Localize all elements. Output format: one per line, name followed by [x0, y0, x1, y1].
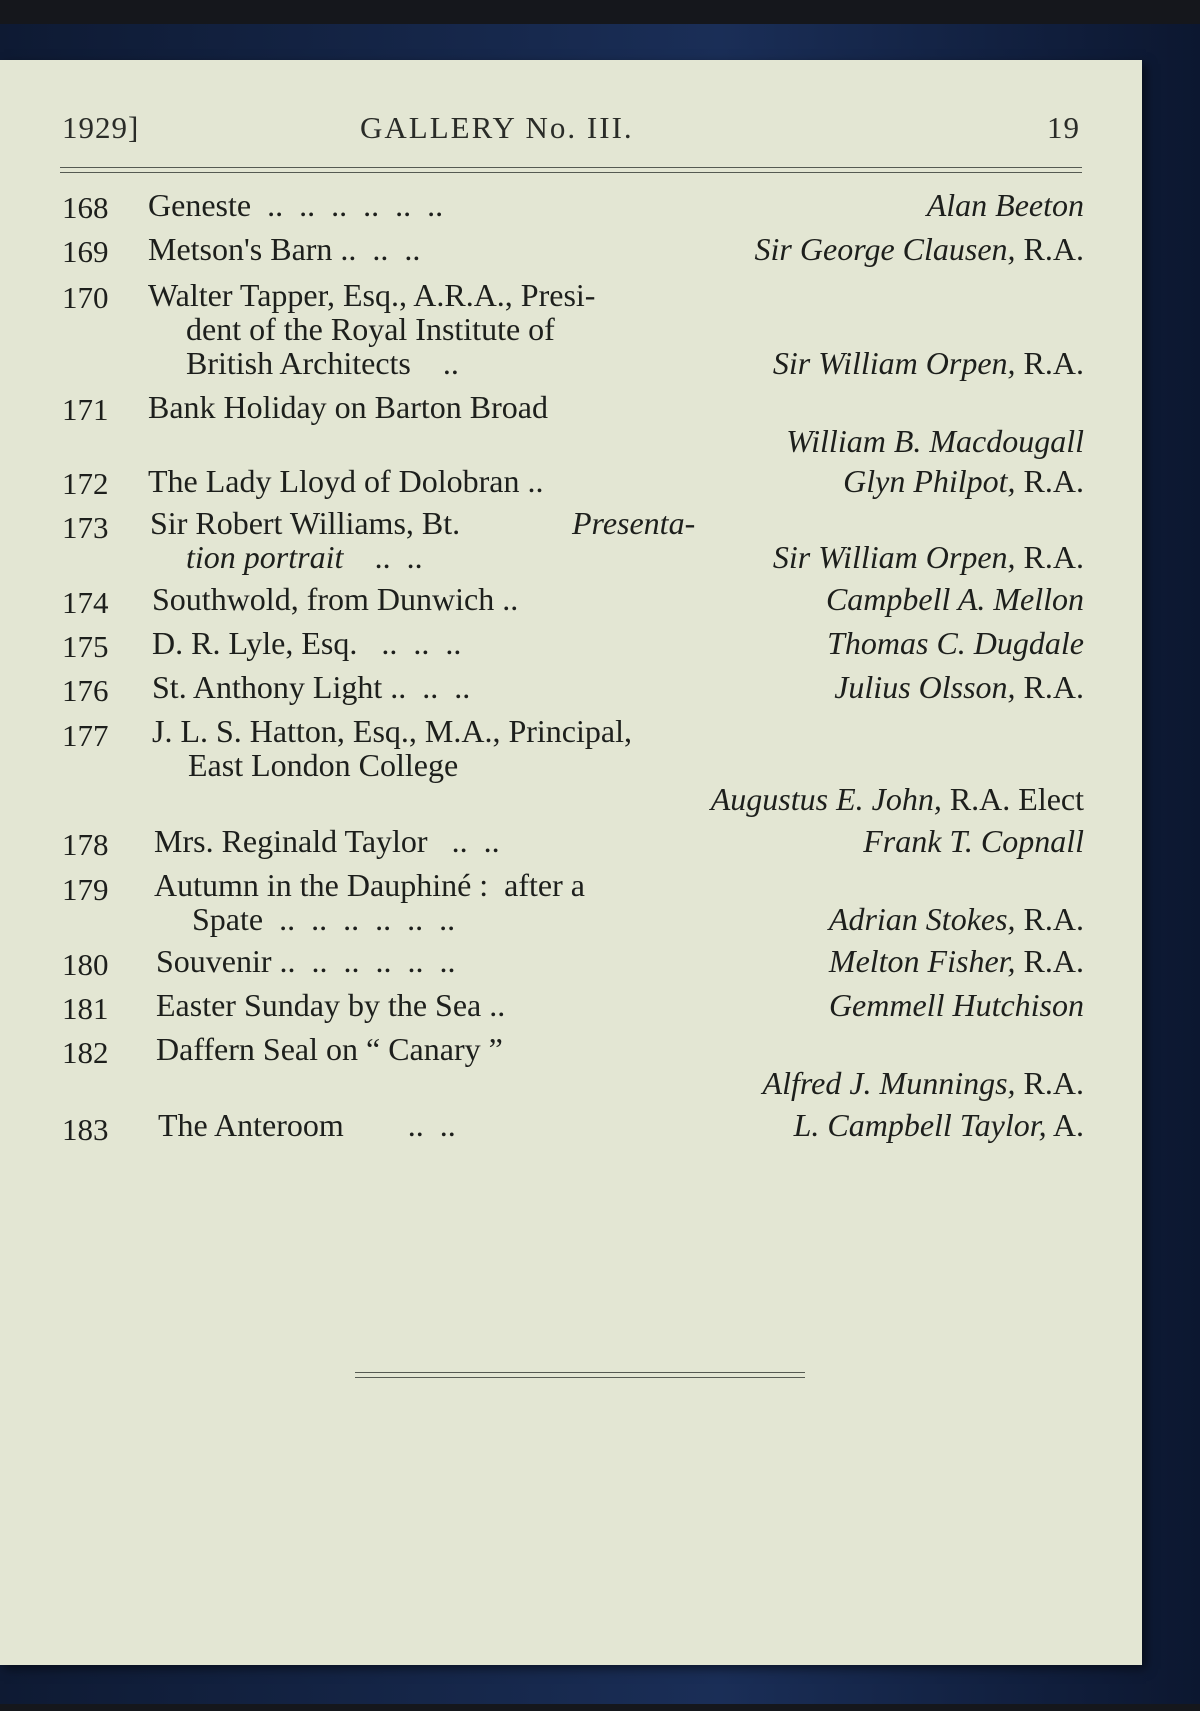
entry-title-line-3: British Architects .. [186, 345, 459, 381]
entry-title: Bank Holiday on Barton Broad [148, 389, 548, 425]
entry-title: The Lady Lloyd of Dolobran .. [148, 463, 544, 499]
entry-artist-block [829, 902, 1084, 937]
entry-title-line-1: Sir Robert Williams, Bt. [150, 505, 461, 541]
entry-number: 174 [62, 585, 109, 620]
entry-artist-block [711, 782, 1084, 817]
entry-number: 183 [62, 1112, 109, 1147]
entry-artist-suffix: R.A. [1015, 231, 1084, 267]
entry-artist-suffix: A. [1046, 1107, 1084, 1143]
entry-artist: William B. Macdougall [786, 423, 1084, 459]
entry-artist-suffix: R.A. [1015, 463, 1084, 499]
entry-title-line-2: East London College [188, 747, 459, 783]
entry-title: Metson's Barn .. .. .. [148, 231, 421, 267]
entry-number: 178 [62, 827, 109, 862]
entry-artist: Sir William Orpen, [772, 345, 1016, 381]
entry-title-line-1: Autumn in the Dauphiné : after a [154, 867, 585, 903]
entry-artist-suffix: R.A. [1015, 943, 1084, 979]
entry-artist: L. Campbell Taylor, [793, 1107, 1047, 1143]
entry-artist-block [834, 670, 1084, 705]
entry-title: Daffern Seal on “ Canary ” [156, 1031, 503, 1067]
entry-title: St. Anthony Light .. .. .. [152, 669, 471, 705]
entry-title: Southwold, from Dunwich .. [152, 581, 519, 617]
entry-artist: Melton Fisher, [828, 943, 1016, 979]
entry-title-italic: Presenta- [572, 505, 696, 541]
entry-artist-block [794, 1108, 1084, 1143]
entry-artist: Gemmell Hutchison [828, 987, 1084, 1023]
entry-artist: Campbell A. Mellon [825, 581, 1084, 617]
entry-artist: Alfred J. Munnings, [762, 1065, 1016, 1101]
entry-artist-block [755, 232, 1084, 267]
entry-artist-suffix: R.A. [1015, 669, 1084, 705]
entry-artist: Frank T. Copnall [863, 823, 1084, 859]
entry-artist: Glyn Philpot, [843, 463, 1016, 499]
entry-title: Mrs. Reginald Taylor .. .. [154, 823, 500, 859]
entry-title: Souvenir .. .. .. .. .. .. [156, 943, 456, 979]
entry-title: D. R. Lyle, Esq. .. .. .. [152, 625, 462, 661]
entry-artist-suffix: R.A. [1015, 539, 1084, 575]
entry-number: 170 [62, 280, 109, 315]
entry-title: The Anteroom .. .. [158, 1107, 456, 1143]
entry-title-line-2: Spate .. .. .. .. .. .. [192, 901, 456, 937]
entry-number: 179 [62, 872, 109, 907]
entry-number: 169 [62, 234, 109, 269]
entry-artist: Sir William Orpen, [772, 539, 1016, 575]
entry-artist-block [843, 464, 1084, 499]
header-rule [60, 167, 1082, 173]
entry-title-line-1: Walter Tapper, Esq., A.R.A., Presi- [148, 277, 596, 313]
entry-artist-block [763, 1066, 1084, 1101]
entry-number: 182 [62, 1035, 109, 1070]
entry-title-line-1: J. L. S. Hatton, Esq., M.A., Principal, [152, 713, 632, 749]
entry-artist-block [773, 346, 1084, 381]
entry-artist-suffix: R.A. [1015, 345, 1084, 381]
entry-artist-suffix: R.A. [1015, 1065, 1084, 1101]
entry-title-line-2: tion portrait .. .. [186, 539, 424, 575]
entry-artist: Thomas C. Dugdale [827, 625, 1084, 661]
page-number: 19 [1047, 110, 1080, 145]
entry-number: 173 [62, 510, 109, 545]
entry-artist: Alan Beeton [926, 187, 1084, 223]
entry-number: 176 [62, 673, 109, 708]
entry-title: Geneste .. .. .. .. .. .. [148, 187, 444, 223]
entry-artist: Sir George Clausen, [754, 231, 1016, 267]
entry-number: 181 [62, 991, 109, 1026]
entry-artist-block [829, 944, 1084, 979]
entry-number: 172 [62, 466, 109, 501]
entry-artist-suffix: R.A. Elect [941, 781, 1084, 817]
entry-number: 171 [62, 392, 109, 427]
header-year: 1929] [62, 110, 140, 145]
entry-number: 177 [62, 718, 109, 753]
catalogue-page [0, 60, 1142, 1665]
entry-artist-suffix: R.A. [1015, 901, 1084, 937]
end-rule [355, 1372, 805, 1378]
entry-artist: Julius Olsson, [834, 669, 1016, 705]
entry-artist: Adrian Stokes, [828, 901, 1016, 937]
entry-number: 180 [62, 947, 109, 982]
header-gallery-title: GALLERY No. III. [360, 110, 634, 145]
entry-artist-block [773, 540, 1084, 575]
entry-number: 168 [62, 190, 109, 225]
entry-number: 175 [62, 629, 109, 664]
entry-title-line-2: dent of the Royal Institute of [186, 311, 555, 347]
entry-title: Easter Sunday by the Sea .. [156, 987, 506, 1023]
entry-artist: Augustus E. John, [710, 781, 942, 817]
